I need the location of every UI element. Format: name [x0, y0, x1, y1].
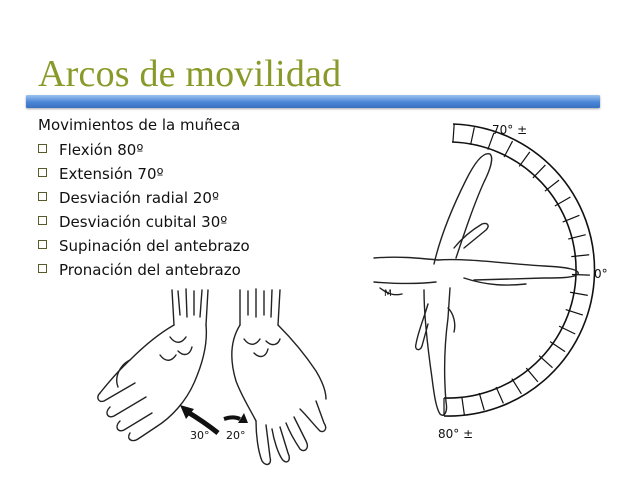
bullet-text: Supinación del antebrazo [59, 237, 250, 255]
wrist-flexion-extension-diagram [368, 118, 630, 448]
square-bullet-icon [38, 192, 47, 201]
slide-title: Arcos de movilidad [38, 53, 342, 95]
square-bullet-icon [38, 216, 47, 225]
arc-tick [471, 127, 475, 145]
bullet-item [38, 140, 250, 164]
square-bullet-icon [38, 240, 47, 249]
arc-tick [504, 141, 512, 157]
wrist-deviation-illustration [90, 285, 340, 470]
bullet-item [38, 212, 250, 236]
square-bullet-icon [38, 264, 47, 273]
arc-tick [539, 356, 552, 368]
arc-tick [512, 379, 522, 394]
bullet-item [38, 188, 250, 212]
neutral-0-label: 0° [594, 267, 608, 281]
arc-tick [555, 197, 571, 206]
arc-tick [550, 342, 565, 352]
arc-tick [519, 152, 530, 167]
bullet-text: Flexión 80º [59, 141, 144, 159]
hand-marker-label: M [384, 289, 392, 299]
bullet-text: Desviación cubital 30º [59, 213, 228, 231]
flexion-80-label: 80° ± [438, 427, 474, 441]
arc-tick [570, 292, 588, 295]
bullet-item [38, 164, 250, 188]
square-bullet-icon [38, 144, 47, 153]
bullet-item [38, 236, 250, 260]
bullet-item [38, 260, 250, 284]
arc-tick [479, 393, 484, 410]
square-bullet-icon [38, 168, 47, 177]
arc-tick [453, 124, 454, 142]
bullet-list [38, 140, 250, 284]
radial-deviation-label: 20° [226, 429, 246, 442]
arc-tick [545, 180, 559, 191]
title-underline-bar [26, 95, 600, 108]
arc-tick [496, 387, 503, 403]
bullet-text: Extensión 70º [59, 165, 164, 183]
extension-70-label: 70° ± [492, 123, 528, 137]
arc-tick [462, 397, 465, 415]
ulnar-deviation-label: 30° [190, 429, 210, 442]
bullet-text: Pronación del antebrazo [59, 261, 241, 279]
arc-tick [526, 368, 538, 382]
arc-tick [533, 165, 546, 178]
arc-tick [571, 255, 589, 257]
subtitle: Movimientos de la muñeca [38, 116, 241, 134]
bullet-text: Desviación radial 20º [59, 189, 220, 207]
